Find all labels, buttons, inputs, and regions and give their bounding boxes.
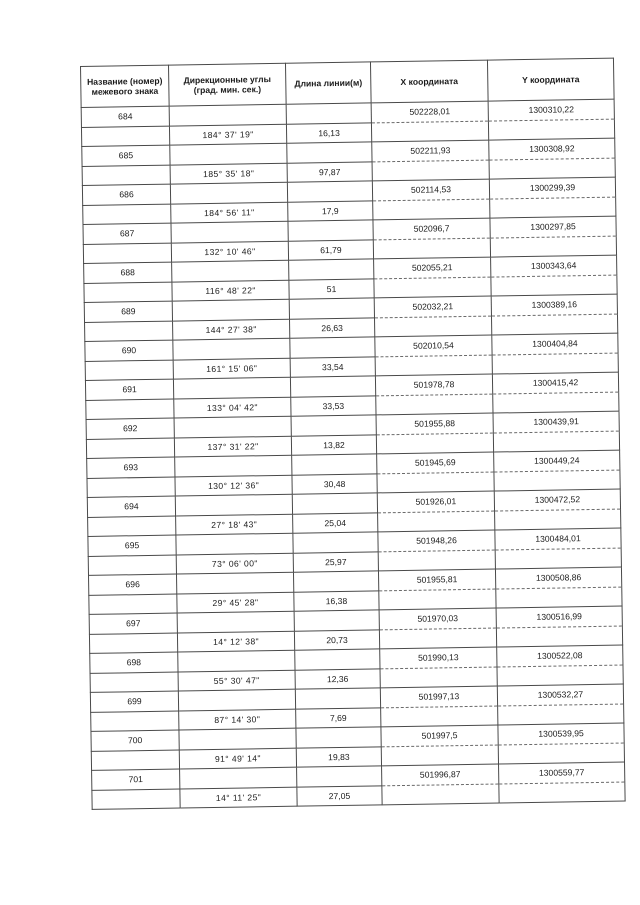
x-coordinate: 501945,69 [377, 452, 494, 473]
empty-length-cell [288, 220, 373, 241]
empty-x-cell [374, 277, 491, 298]
directional-angle: 130° 12' 36" [175, 475, 292, 496]
empty-x-cell [381, 706, 498, 727]
y-coordinate: 1300389,16 [491, 294, 617, 315]
line-length: 97,87 [287, 161, 372, 182]
table-body [81, 99, 625, 809]
empty-angle-cell [177, 611, 294, 632]
empty-angle-cell [171, 221, 288, 242]
y-coordinate: 1300449,24 [494, 450, 620, 471]
header-directional-angles: Дирекционные углы (град. мин. сек.) [168, 63, 286, 106]
directional-angle: 27° 18' 43" [176, 514, 293, 535]
directional-angle: 91° 49' 14" [179, 748, 296, 769]
empty-name-cell [85, 360, 173, 381]
directional-angle: 161° 15' 06" [173, 358, 290, 379]
x-coordinate: 501955,81 [378, 569, 495, 590]
empty-x-cell [375, 355, 492, 376]
empty-length-cell [296, 727, 381, 748]
empty-x-cell [372, 160, 489, 181]
x-coordinate: 502010,54 [375, 335, 492, 356]
empty-angle-cell [175, 494, 292, 515]
empty-x-cell [371, 121, 488, 142]
empty-angle-cell [170, 182, 287, 203]
empty-length-cell [292, 454, 377, 475]
directional-angle: 55° 30' 47" [178, 670, 295, 691]
x-coordinate: 501948,26 [378, 530, 495, 551]
empty-x-cell [376, 433, 493, 454]
empty-length-cell [295, 649, 380, 670]
y-coordinate: 1300532,27 [497, 684, 623, 705]
empty-length-cell [292, 493, 377, 514]
y-coordinate: 1300297,85 [490, 216, 616, 237]
empty-y-cell [497, 665, 623, 686]
x-coordinate: 501996,87 [382, 764, 499, 785]
empty-x-cell [376, 394, 493, 415]
header-line-length: Длина линии(м) [285, 62, 371, 104]
mark-name: 693 [87, 457, 175, 478]
empty-name-cell [88, 555, 176, 576]
x-coordinate: 502032,21 [374, 296, 491, 317]
directional-angle: 73° 06' 00" [176, 553, 293, 574]
line-length: 12,36 [295, 668, 380, 689]
y-coordinate: 1300308,92 [489, 138, 615, 159]
empty-name-cell [83, 204, 171, 225]
y-coordinate: 1300559,77 [499, 762, 625, 783]
empty-y-cell [488, 119, 614, 140]
mark-name: 699 [90, 691, 178, 712]
y-coordinate: 1300343,64 [491, 255, 617, 276]
directional-angle: 133° 04' 42" [174, 397, 291, 418]
empty-y-cell [490, 197, 616, 218]
line-length: 16,38 [294, 590, 379, 611]
mark-name: 688 [84, 262, 172, 283]
mark-name: 700 [91, 730, 179, 751]
empty-angle-cell [173, 338, 290, 359]
empty-name-cell [86, 438, 174, 459]
empty-y-cell [498, 704, 624, 725]
mark-name: 692 [86, 418, 174, 439]
empty-name-cell [89, 633, 177, 654]
empty-y-cell [496, 587, 622, 608]
empty-x-cell [378, 511, 495, 532]
empty-x-cell [373, 199, 490, 220]
empty-angle-cell [172, 260, 289, 281]
coordinates-sheet [80, 58, 626, 810]
empty-length-cell [297, 766, 382, 787]
mark-name: 697 [89, 613, 177, 634]
empty-length-cell [287, 142, 372, 163]
x-coordinate: 502096,7 [373, 218, 490, 239]
x-coordinate: 501990,13 [380, 647, 497, 668]
empty-y-cell [492, 353, 618, 374]
empty-y-cell [489, 158, 615, 179]
directional-angle: 144° 27' 38" [173, 319, 290, 340]
empty-angle-cell [170, 143, 287, 164]
empty-x-cell [378, 550, 495, 571]
mark-name: 695 [88, 535, 176, 556]
empty-name-cell [81, 126, 169, 147]
empty-x-cell [379, 628, 496, 649]
line-length: 33,53 [291, 395, 376, 416]
x-coordinate: 501955,88 [376, 413, 493, 434]
empty-angle-cell [173, 377, 290, 398]
empty-angle-cell [175, 455, 292, 476]
line-length: 20,73 [294, 629, 379, 650]
y-coordinate: 1300299,39 [489, 177, 615, 198]
empty-y-cell [491, 314, 617, 335]
empty-length-cell [289, 298, 374, 319]
directional-angle: 29° 45' 28" [177, 592, 294, 613]
y-coordinate: 1300516,99 [496, 606, 622, 627]
empty-name-cell [91, 750, 179, 771]
empty-name-cell [82, 165, 170, 186]
empty-name-cell [89, 594, 177, 615]
x-coordinate: 502211,93 [372, 140, 489, 161]
header-y-coordinate: Y координата [487, 58, 614, 101]
line-length: 61,79 [288, 239, 373, 260]
empty-length-cell [290, 376, 375, 397]
empty-angle-cell [179, 728, 296, 749]
empty-angle-cell [172, 299, 289, 320]
directional-angle: 132° 10' 46" [171, 241, 288, 262]
y-coordinate: 1300404,84 [492, 333, 618, 354]
directional-angle: 14° 11' 25" [180, 787, 297, 808]
y-coordinate: 1300508,86 [495, 567, 621, 588]
empty-y-cell [498, 743, 624, 764]
x-coordinate: 502055,21 [374, 257, 491, 278]
line-length: 17,9 [288, 200, 373, 221]
empty-y-cell [496, 626, 622, 647]
empty-length-cell [294, 610, 379, 631]
empty-name-cell [87, 477, 175, 498]
empty-angle-cell [174, 416, 291, 437]
mark-name: 685 [82, 145, 170, 166]
empty-name-cell [83, 243, 171, 264]
line-length: 7,69 [296, 707, 381, 728]
empty-length-cell [289, 259, 374, 280]
empty-length-cell [291, 415, 376, 436]
empty-y-cell [499, 782, 625, 803]
y-coordinate: 1300522,08 [497, 645, 623, 666]
mark-name: 690 [85, 340, 173, 361]
line-length: 25,97 [293, 551, 378, 572]
empty-length-cell [287, 181, 372, 202]
empty-angle-cell [176, 533, 293, 554]
mark-name: 696 [89, 574, 177, 595]
empty-length-cell [290, 337, 375, 358]
y-coordinate: 1300439,91 [493, 411, 619, 432]
mark-name: 698 [90, 652, 178, 673]
y-coordinate: 1300472,52 [494, 489, 620, 510]
empty-x-cell [377, 472, 494, 493]
empty-x-cell [373, 238, 490, 259]
directional-angle: 116° 48' 22" [172, 280, 289, 301]
empty-length-cell [286, 103, 371, 124]
empty-y-cell [491, 275, 617, 296]
empty-angle-cell [176, 572, 293, 593]
x-coordinate: 501978,78 [375, 374, 492, 395]
x-coordinate: 502114,53 [372, 179, 489, 200]
line-length: 25,04 [293, 512, 378, 533]
mark-name: 701 [92, 769, 180, 790]
empty-angle-cell [169, 104, 286, 125]
empty-angle-cell [180, 767, 297, 788]
empty-length-cell [293, 571, 378, 592]
empty-x-cell [374, 316, 491, 337]
empty-name-cell [92, 789, 180, 810]
line-length: 19,83 [296, 746, 381, 767]
mark-name: 686 [82, 184, 170, 205]
empty-name-cell [90, 672, 178, 693]
empty-name-cell [88, 516, 176, 537]
empty-name-cell [91, 711, 179, 732]
y-coordinate: 1300539,95 [498, 723, 624, 744]
empty-name-cell [84, 282, 172, 303]
empty-x-cell [381, 745, 498, 766]
empty-y-cell [493, 392, 619, 413]
empty-y-cell [494, 470, 620, 491]
empty-y-cell [495, 548, 621, 569]
line-length: 26,63 [289, 317, 374, 338]
empty-angle-cell [178, 689, 295, 710]
boundary-coordinates-table [80, 58, 626, 810]
directional-angle: 137° 31' 22" [174, 436, 291, 457]
line-length: 16,13 [286, 122, 371, 143]
x-coordinate: 501997,5 [381, 725, 498, 746]
empty-y-cell [495, 509, 621, 530]
directional-angle: 87° 14' 30" [179, 709, 296, 730]
line-length: 13,82 [291, 434, 376, 455]
line-length: 51 [289, 278, 374, 299]
directional-angle: 185° 35' 18" [170, 163, 287, 184]
empty-x-cell [380, 667, 497, 688]
empty-angle-cell [178, 650, 295, 671]
line-length: 30,48 [292, 473, 377, 494]
empty-y-cell [490, 236, 616, 257]
empty-name-cell [85, 321, 173, 342]
empty-y-cell [493, 431, 619, 452]
mark-name: 687 [83, 223, 171, 244]
empty-length-cell [295, 688, 380, 709]
line-length: 33,54 [290, 356, 375, 377]
y-coordinate: 1300484,01 [495, 528, 621, 549]
mark-name: 691 [85, 379, 173, 400]
mark-name: 684 [81, 106, 169, 127]
empty-x-cell [382, 784, 499, 805]
mark-name: 694 [87, 496, 175, 517]
y-coordinate: 1300310,22 [488, 99, 614, 120]
line-length: 27,05 [297, 785, 382, 806]
mark-name: 689 [84, 301, 172, 322]
x-coordinate: 501926,01 [377, 491, 494, 512]
header-x-coordinate: X координата [370, 60, 488, 103]
directional-angle: 184° 56' 11" [171, 202, 288, 223]
directional-angle: 184° 37' 19" [169, 124, 286, 145]
directional-angle: 14° 12' 38" [177, 631, 294, 652]
empty-x-cell [379, 589, 496, 610]
x-coordinate: 501997,13 [380, 686, 497, 707]
x-coordinate: 502228,01 [371, 101, 488, 122]
empty-length-cell [293, 532, 378, 553]
x-coordinate: 501970,03 [379, 608, 496, 629]
header-mark-name: Название (номер) межевого знака [81, 65, 170, 107]
y-coordinate: 1300415,42 [492, 372, 618, 393]
empty-name-cell [86, 399, 174, 420]
